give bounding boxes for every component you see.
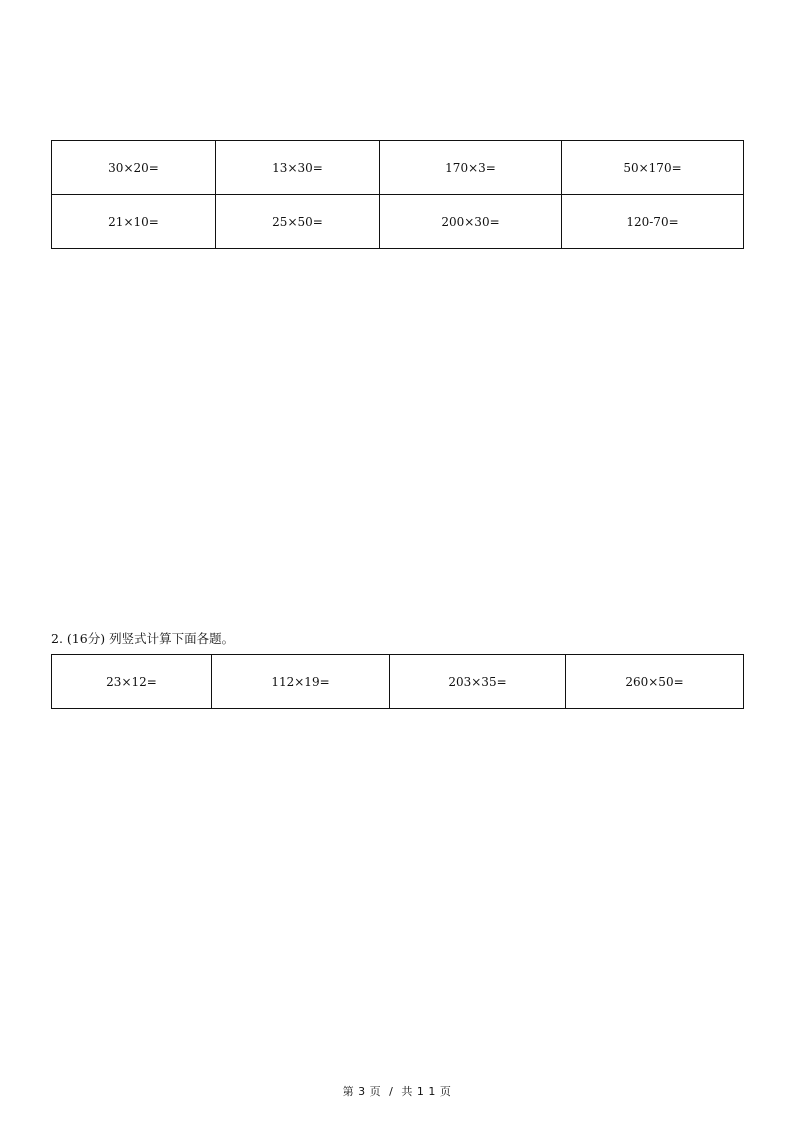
table-cell: 30×20= bbox=[52, 141, 216, 195]
table-cell: 23×12= bbox=[52, 655, 212, 709]
question-text: 列竖式计算下面各题。 bbox=[109, 631, 235, 646]
table-cell: 13×30= bbox=[216, 141, 380, 195]
table-cell: 260×50= bbox=[566, 655, 744, 709]
question-points: (16分) bbox=[66, 631, 106, 646]
table-cell: 200×30= bbox=[380, 195, 562, 249]
table-row bbox=[52, 655, 744, 709]
table-cell: 21×10= bbox=[52, 195, 216, 249]
table-cell: 50×170= bbox=[562, 141, 744, 195]
table-cell: 112×19= bbox=[212, 655, 390, 709]
table-row bbox=[52, 195, 744, 249]
question-2-heading bbox=[51, 629, 234, 647]
vertical-calculation-table bbox=[51, 654, 744, 709]
table-cell: 203×35= bbox=[390, 655, 566, 709]
page-footer: 第 3 页 / 共 1 1 页 bbox=[342, 1085, 452, 1098]
table-cell: 25×50= bbox=[216, 195, 380, 249]
table-cell: 170×3= bbox=[380, 141, 562, 195]
table-row bbox=[52, 141, 744, 195]
question-number: 2. bbox=[51, 631, 63, 646]
oral-calculation-table bbox=[51, 140, 744, 249]
table-cell: 120-70= bbox=[562, 195, 744, 249]
